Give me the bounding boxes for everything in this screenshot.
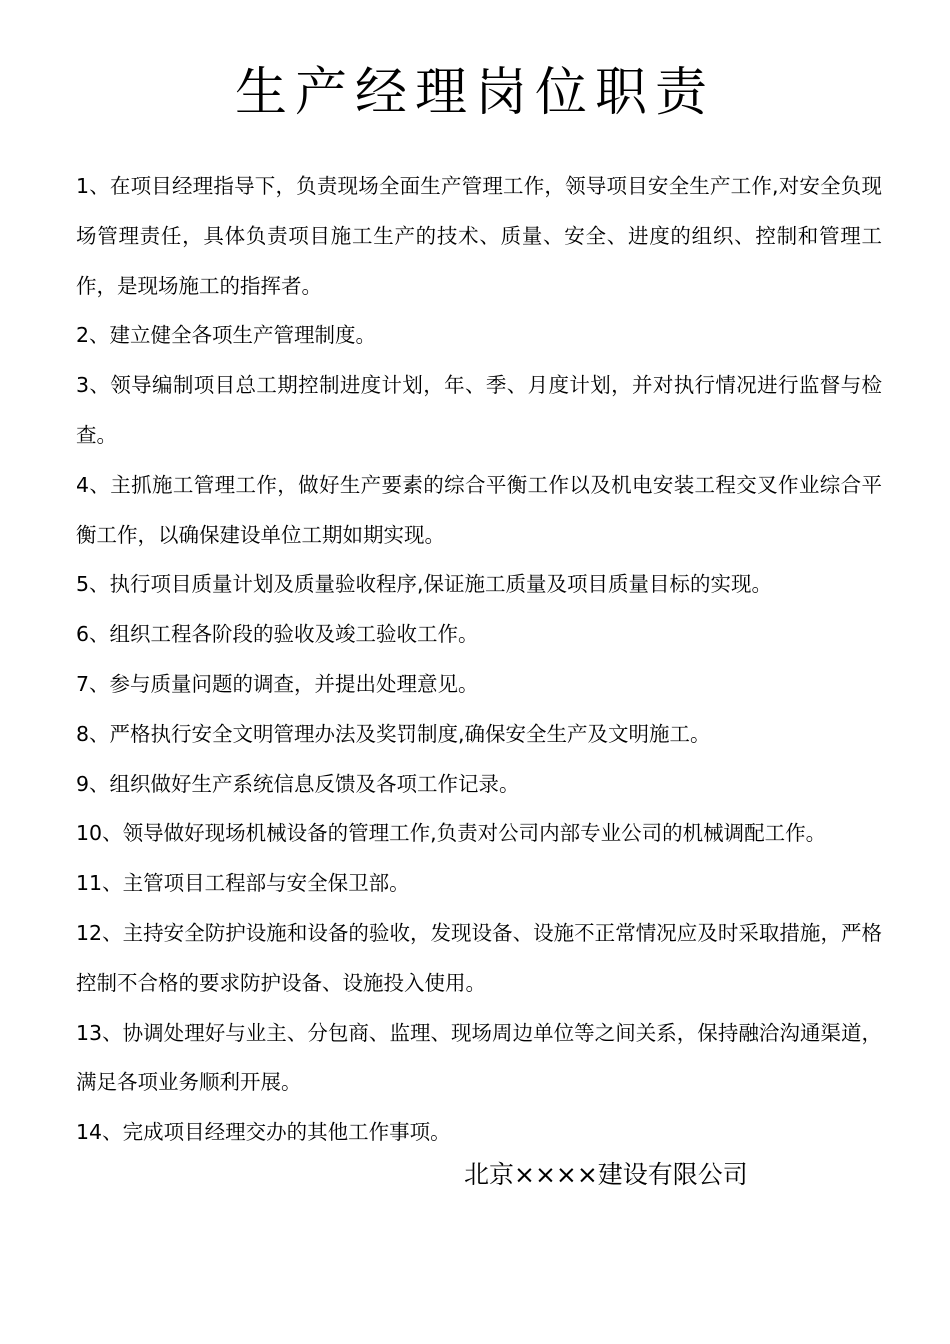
duty-item-12: 12、主持安全防护设施和设备的验收，发现设备、设施不正常情况应及时采取措施，严格控制不合格的要求防护设备、设施投入使用。 [76,920,882,995]
duty-item-10: 10、领导做好现场机械设备的管理工作,负责对公司内部专业公司的机械调配工作。 [76,821,827,846]
duty-item-1: 1、在项目经理指导下，负责现场全面生产管理工作，领导项目安全生产工作,对安全负现场管理责任，具体负责项目施工生产的技术、质量、安全、进度的组织、控制和管理工作，是现场施工的指挥者。 [76,174,882,298]
duty-item-5: 5、执行项目质量计划及质量验收程序,保证施工质量及项目质量目标的实现。 [76,572,773,597]
duty-item-6: 6、组织工程各阶段的验收及竣工验收工作。 [76,622,479,647]
company-signature: 北京××××建设有限公司 [464,1160,748,1189]
duty-item-4: 4、主抓施工管理工作，做好生产要素的综合平衡工作以及机电安装工程交叉作业综合平衡工作，以确保建设单位工期如期实现。 [76,472,882,547]
duty-item-7: 7、参与质量问题的调查，并提出处理意见。 [76,671,479,696]
duty-list [76,162,882,1158]
duty-item-8: 8、严格执行安全文明管理办法及奖罚制度,确保安全生产及文明施工。 [76,721,711,746]
duty-item-14: 14、完成项目经理交办的其他工作事项。 [76,1120,451,1145]
document-title: 生产经理岗位职责 [234,63,715,123]
duty-item-11: 11、主管项目工程部与安全保卫部。 [76,871,410,896]
duty-item-2: 2、建立健全各项生产管理制度。 [76,323,377,348]
duty-item-3: 3、领导编制项目总工期控制进度计划，年、季、月度计划，并对执行情况进行监督与检查。 [76,373,882,447]
duty-item-9: 9、组织做好生产系统信息反馈及各项工作记录。 [76,771,520,796]
duty-item-13: 13、协调处理好与业主、分包商、监理、现场周边单位等之间关系，保持融洽沟通渠道，满足各项业务顺利开展。 [76,1020,882,1095]
